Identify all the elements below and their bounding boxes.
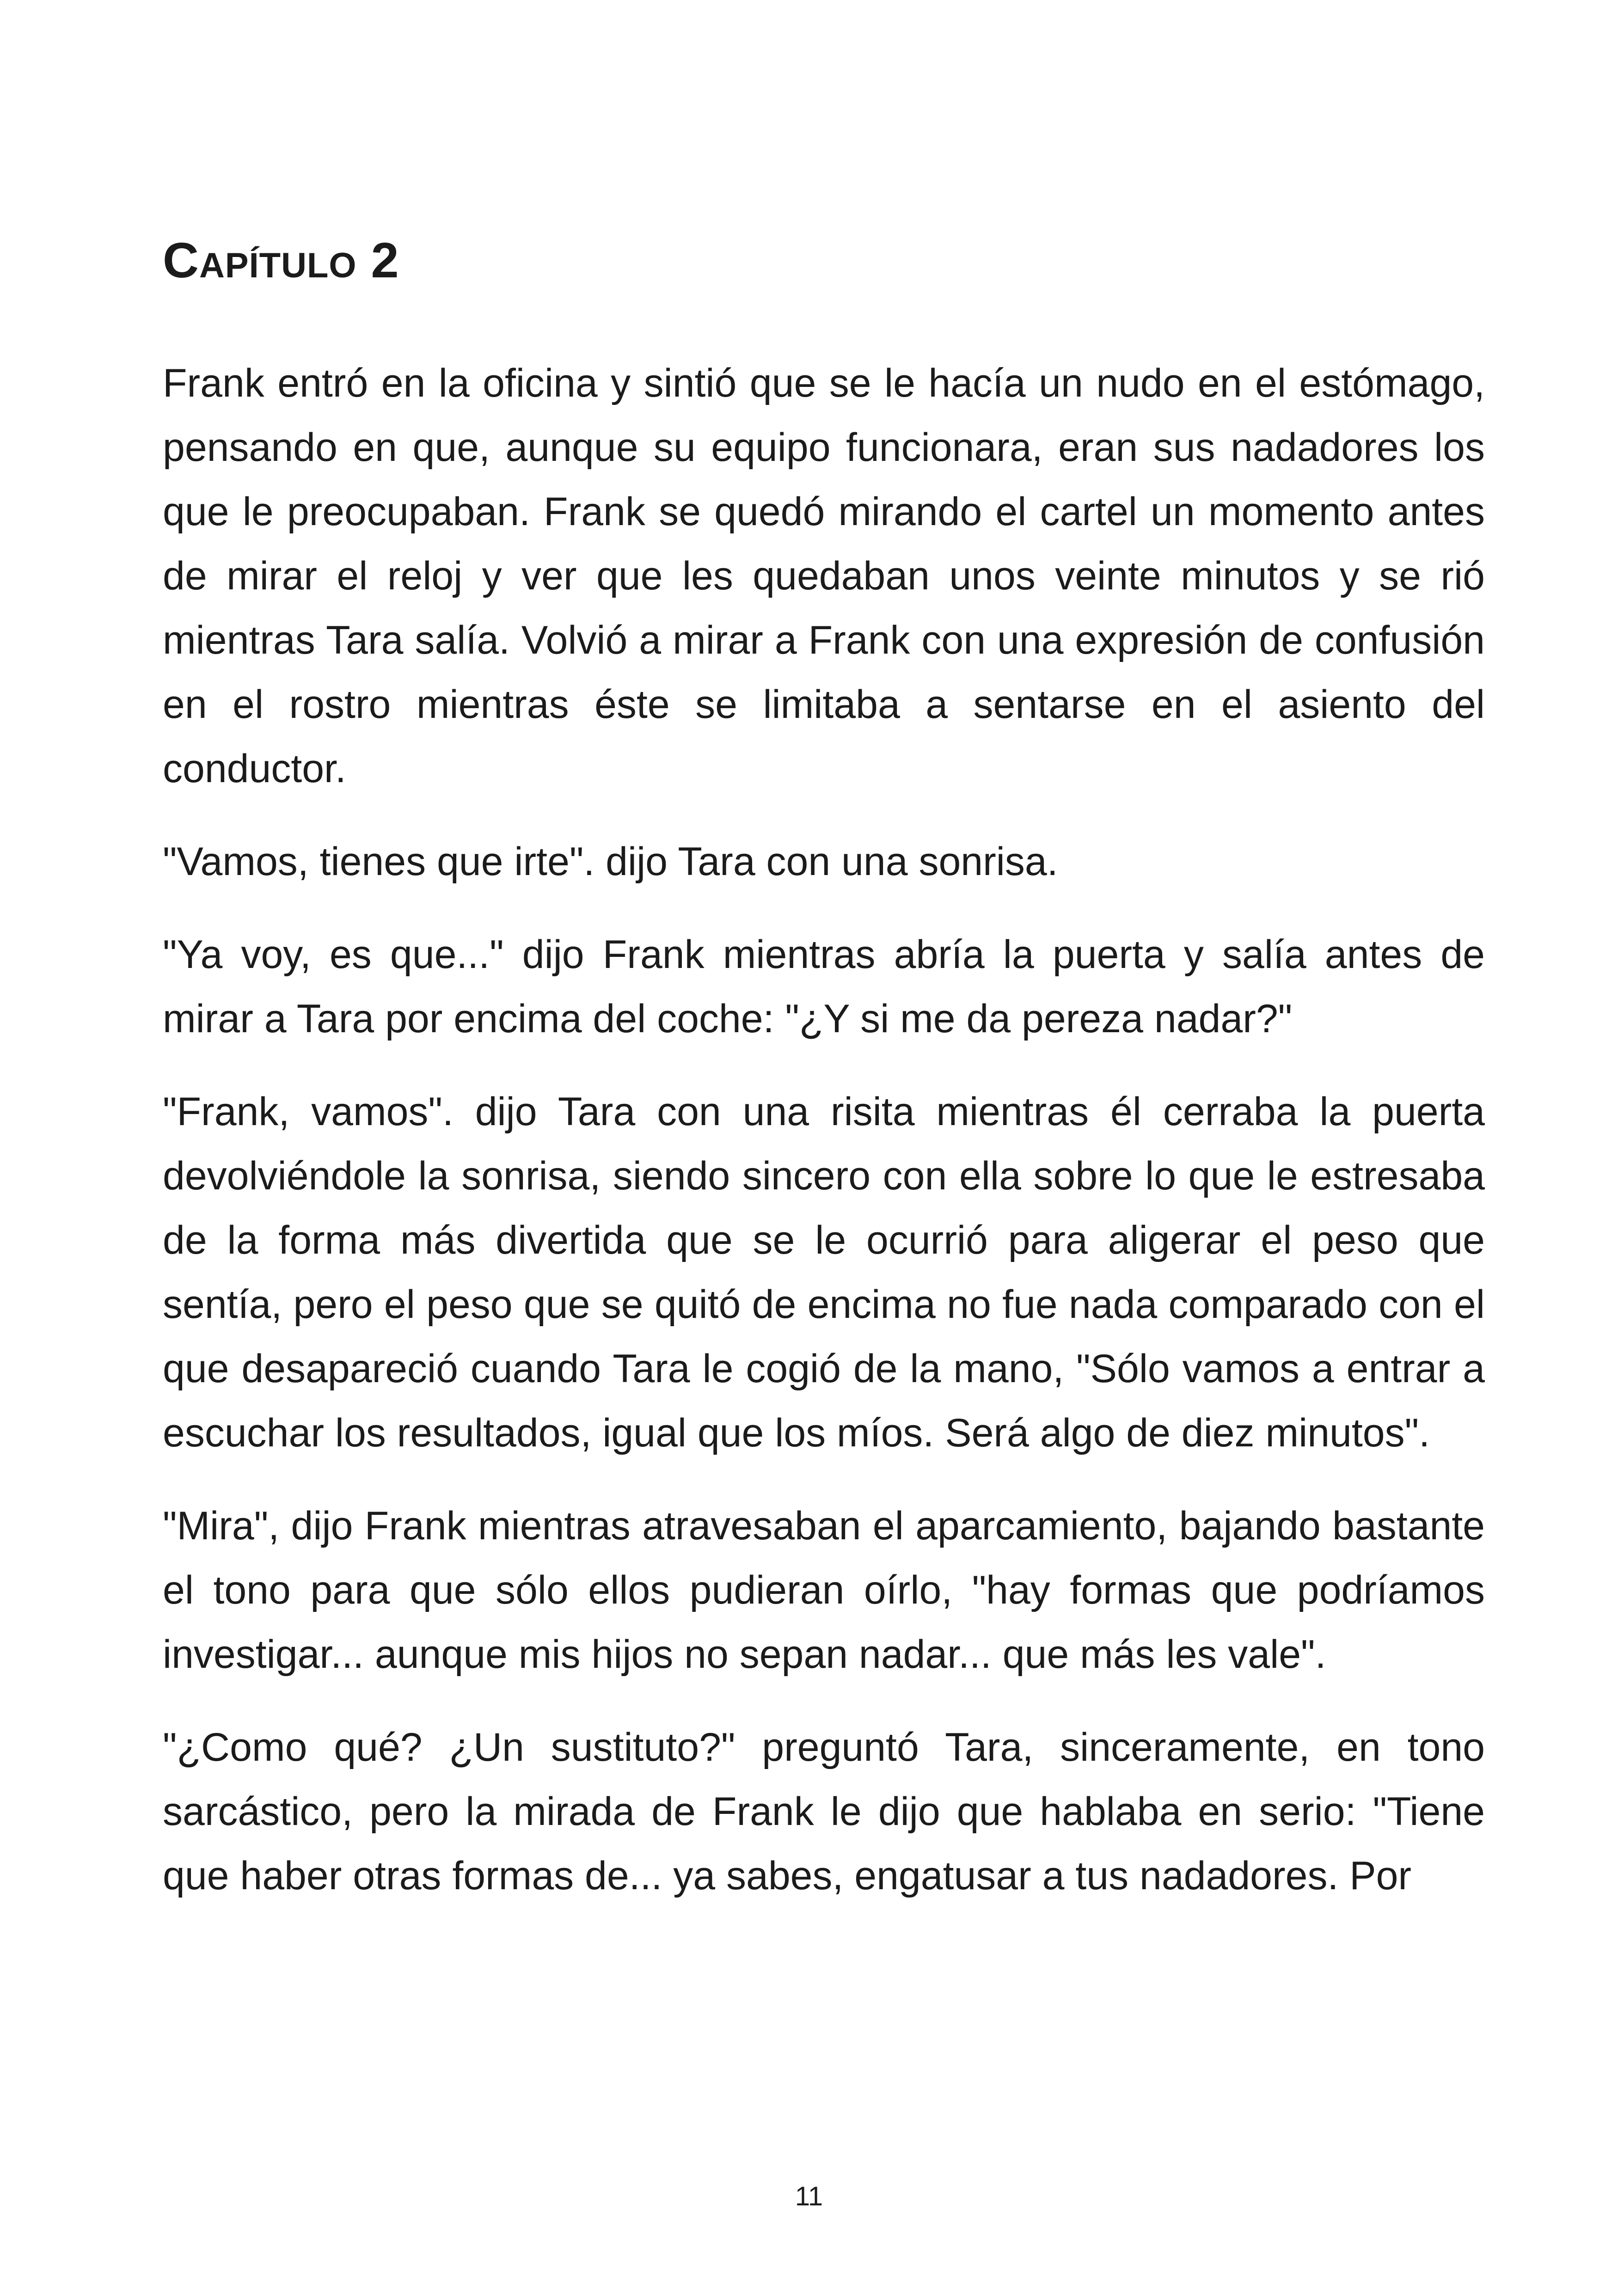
chapter-title: Capítulo 2 [163, 232, 399, 288]
paragraph: "Vamos, tienes que irte". dijo Tara con una sonrisa. [163, 839, 1058, 884]
paragraph: "Frank, vamos". dijo Tara con una risita mientras él cerraba la puerta devolviéndole la sonrisa, siendo sincero con ella sobre lo que le estresaba de la forma más divertida que se le ocurrió para aligerar el peso que sentía, pero el peso que se quitó de encima no fue nada comparado con el que desapareció cuando Tara le cogió de la mano, "Sólo vamos a entrar a escuchar los resultados, igual que los míos. Será algo de diez minutos". [163, 1090, 1485, 1455]
chapter-body [163, 351, 1485, 1937]
paragraph: "Ya voy, es que..." dijo Frank mientras abría la puerta y salía antes de mirar a Tara por encima del coche: "¿Y si me da pereza nadar?" [163, 932, 1485, 1041]
paragraph: Frank entró en la oficina y sintió que se le hacía un nudo en el estómago, pensando en que, aunque su equipo funcionara, eran sus nadadores los que le preocupaban. Frank se quedó mirando el cartel un momento antes de mirar el reloj y ver que les quedaban unos veinte minutos y se rió mientras Tara salía. Volvió a mirar a Frank con una expresión de confusión en el rostro mientras éste se limitaba a sentarse en el asiento del conductor. [163, 361, 1485, 791]
page-number: 11 [795, 2181, 823, 2211]
paragraph: "¿Como qué? ¿Un sustituto?" preguntó Tara, sinceramente, en tono sarcástico, pero la mirada de Frank le dijo que hablaba en serio: "Tiene que haber otras formas de... ya sabes, engatusar a tus nadadores. Por [163, 1725, 1485, 1898]
paragraph: "Mira", dijo Frank mientras atravesaban el aparcamiento, bajando bastante el tono para que sólo ellos pudieran oírlo, "hay formas que podríamos investigar... aunque mis hijos no sepan nadar... que más les vale". [163, 1504, 1485, 1677]
